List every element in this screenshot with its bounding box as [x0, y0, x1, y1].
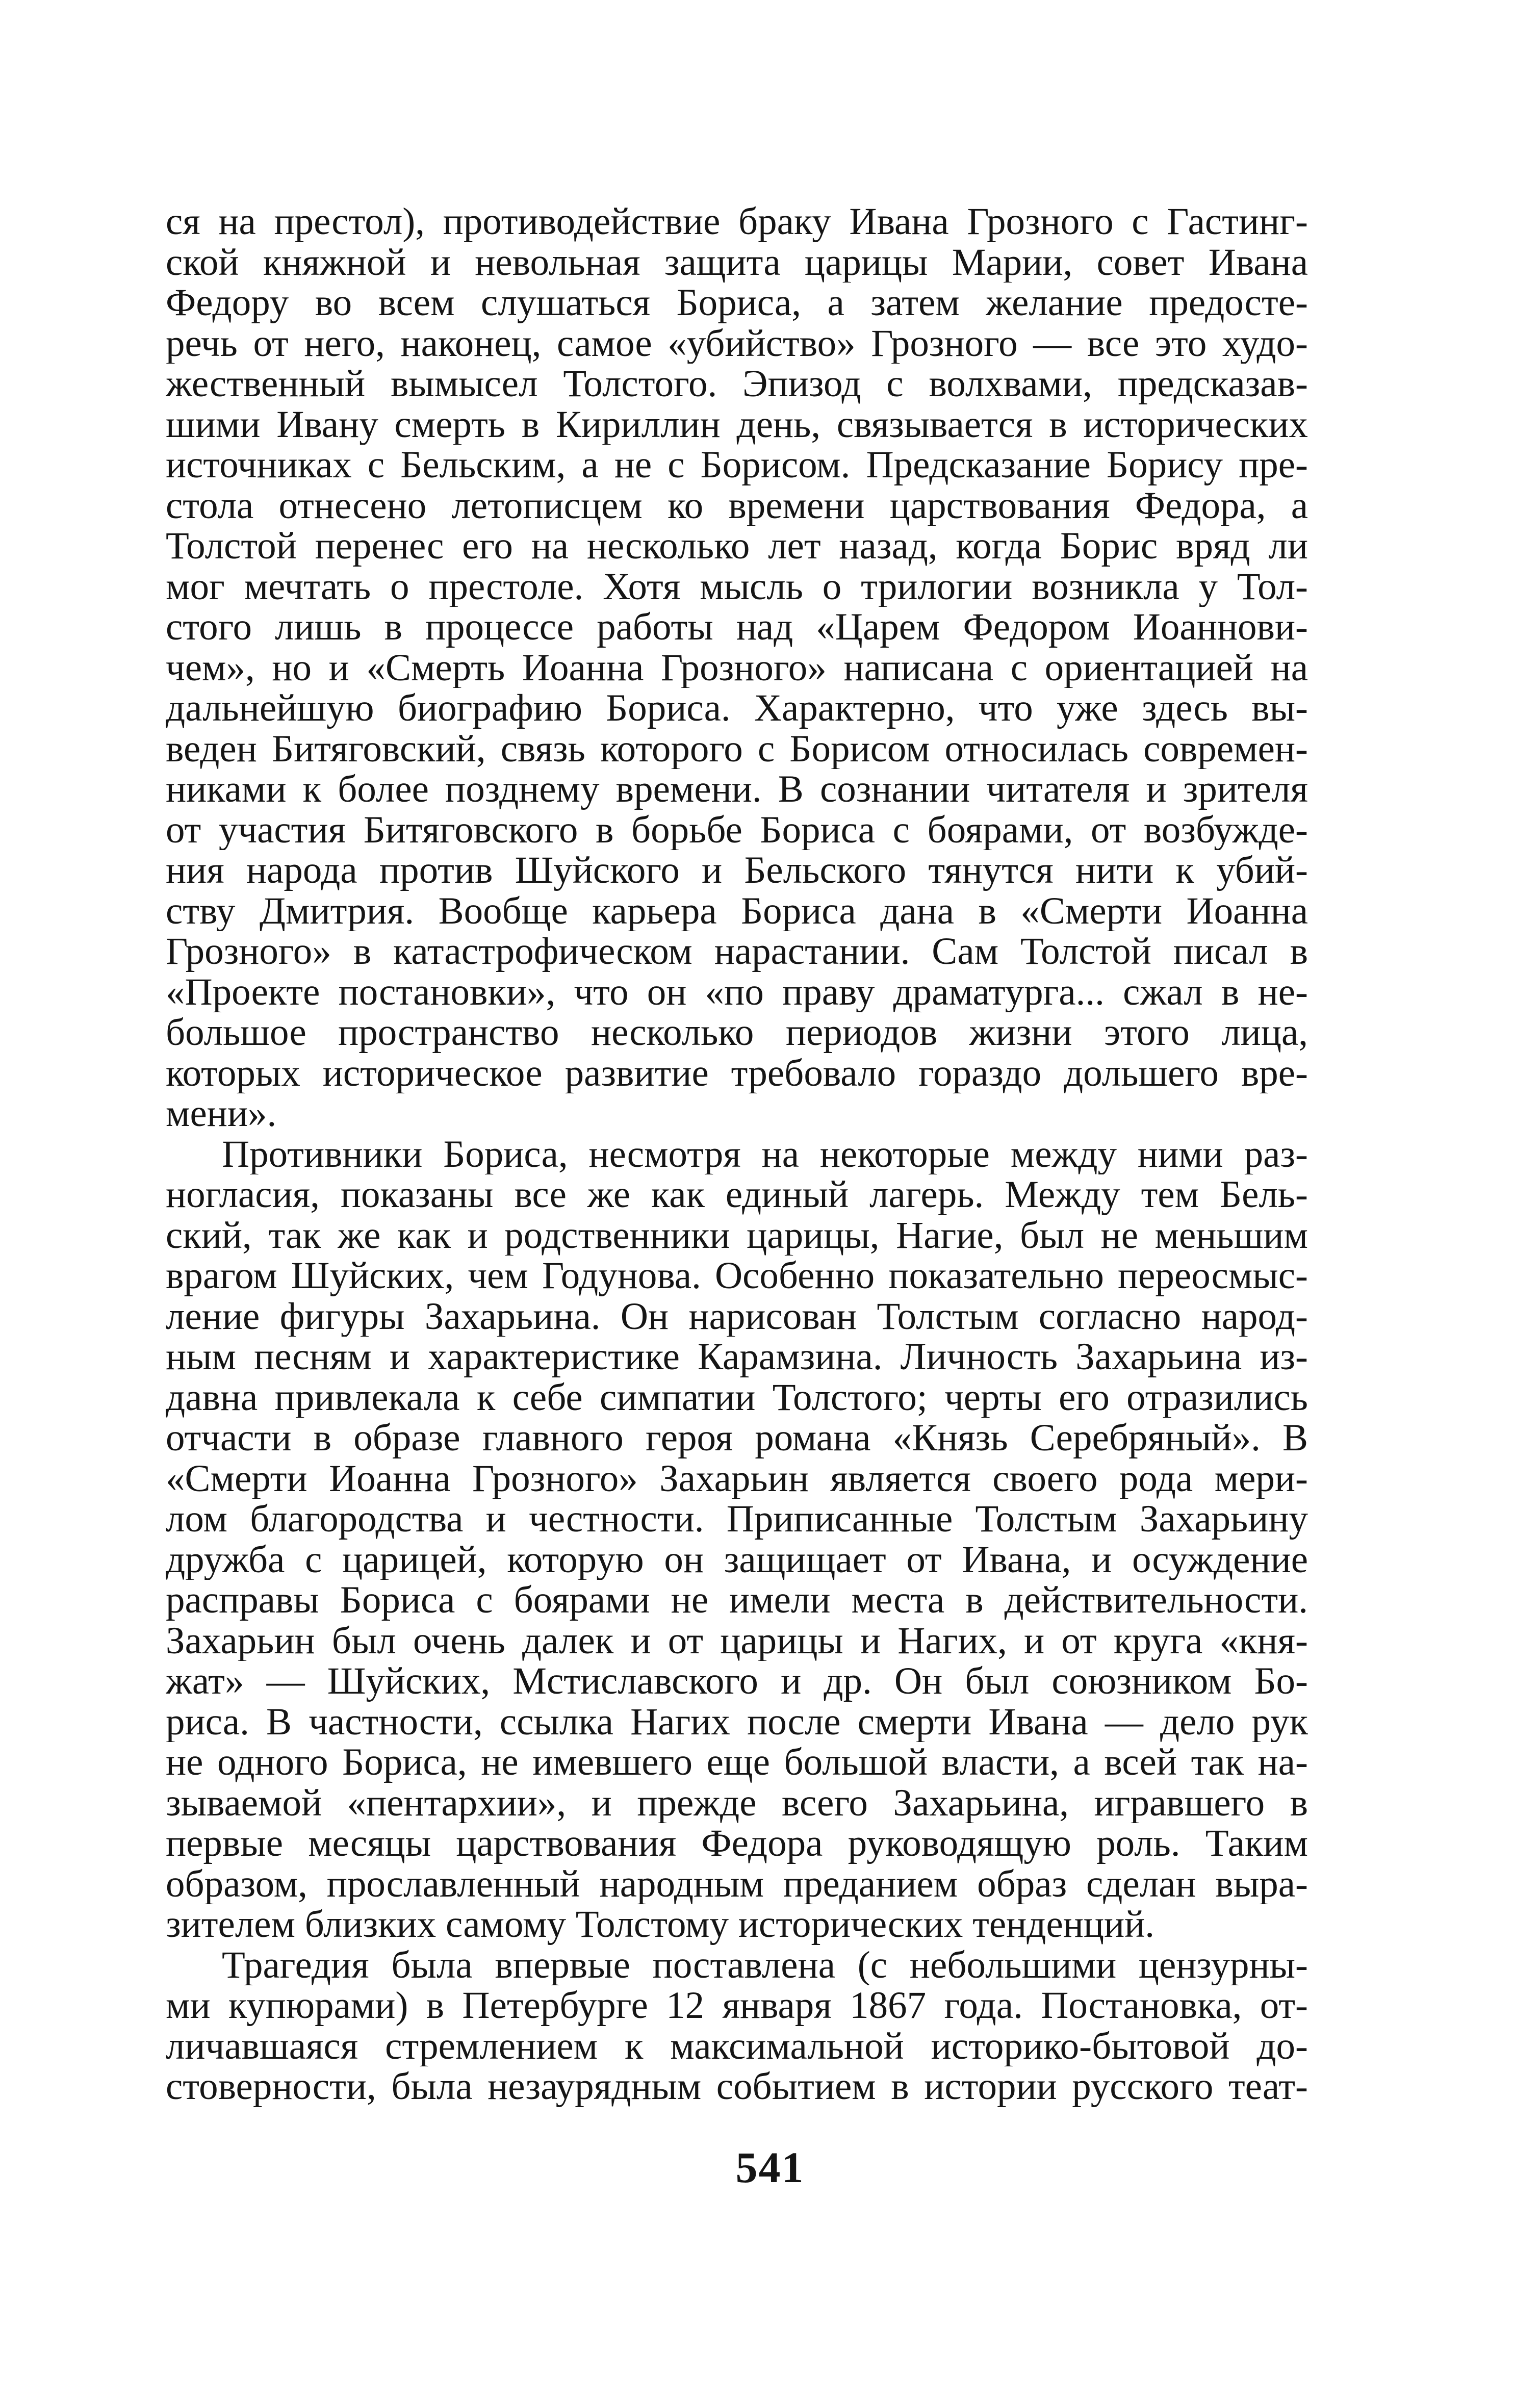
text-line: Федору во всем слушаться Бориса, а затем желание предосте-	[166, 283, 1308, 323]
text-line: зителем близких самому Толстому исторических тенденций.	[166, 1904, 1155, 1945]
text-line: Толстой перенес его на несколько лет назад, когда Борис вряд ли	[166, 526, 1308, 567]
text-line: мени».	[166, 1093, 277, 1134]
text-line: Трагедия была впервые поставлена (с небольшими цензурны-	[222, 1944, 1308, 1985]
text-line: личавшаяся стремлением к максимальной историко-бытовой до-	[166, 2026, 1308, 2066]
text-line: Захарьин был очень далек и от царицы и Нагих, и от круга «кня-	[166, 1620, 1308, 1661]
text-line: Противники Бориса, несмотря на некоторые между ними раз-	[222, 1134, 1308, 1174]
text-line: ся на престол), противодействие браку Ивана Грозного с Гастинг-	[166, 201, 1308, 242]
text-line: отчасти в образе главного героя романа «Князь Серебряный». В	[166, 1418, 1308, 1458]
text-line: давна привлекала к себе симпатии Толстого; черты его отразились	[166, 1377, 1308, 1418]
text-line: не одного Бориса, не имевшего еще большой власти, а всей так на-	[166, 1742, 1308, 1783]
text-line: ным песням и характеристике Карамзина. Личность Захарьина из-	[166, 1337, 1308, 1377]
text-line: ми купюрами) в Петербурге 12 января 1867 года. Постановка, от-	[166, 1985, 1308, 2026]
text-line: стоверности, была незаурядным событием в истории русского теат-	[166, 2066, 1308, 2107]
text-line: жественный вымысел Толстого. Эпизод с волхвами, предсказав-	[166, 364, 1308, 404]
text-line: веден Битяговский, связь которого с Борисом относилась современ-	[166, 728, 1308, 769]
text-line: первые месяцы царствования Федора руководящую роль. Таким	[166, 1823, 1308, 1864]
text-line: ской княжной и невольная защита царицы Марии, совет Ивана	[166, 242, 1308, 283]
text-line: никами к более позднему времени. В сознании читателя и зрителя	[166, 769, 1308, 810]
text-line: ногласия, показаны все же как единый лагерь. Между тем Бель-	[166, 1174, 1308, 1215]
text-line: ству Дмитрия. Вообще карьера Бориса дана в «Смерти Иоанна	[166, 890, 1308, 931]
text-line: зываемой «пентархии», и прежде всего Захарьина, игравшего в	[166, 1782, 1308, 1823]
text-line: чем», но и «Смерть Иоанна Грозного» написана с ориентацией на	[166, 647, 1308, 688]
text-line: лом благородства и честности. Приписанные Толстым Захарьину	[166, 1499, 1308, 1540]
text-line: источниках с Бельским, а не с Борисом. Предсказание Борису пре-	[166, 445, 1308, 485]
text-line: стола отнесено летописцем ко времени царствования Федора, а	[166, 485, 1308, 526]
text-line: образом, прославленный народным преданием образ сделан выра-	[166, 1863, 1308, 1904]
text-line: ния народа против Шуйского и Бельского тянутся нити к убий-	[166, 850, 1308, 891]
body-text	[166, 201, 1308, 2107]
text-line: мог мечтать о престоле. Хотя мысль о трилогии возникла у Тол-	[166, 566, 1308, 607]
text-line: ский, так же как и родственники царицы, Нагие, был не меньшим	[166, 1215, 1308, 1256]
text-line: речь от него, наконец, самое «убийство» Грозного — все это худо-	[166, 323, 1308, 364]
text-line: жат» — Шуйских, Мстиславского и др. Он был союзником Бо-	[166, 1661, 1308, 1702]
text-line: от участия Битяговского в борьбе Бориса с боярами, от возбужде-	[166, 809, 1308, 850]
text-line: дальнейшую биографию Бориса. Характерно, что уже здесь вы-	[166, 688, 1308, 729]
text-line: шими Ивану смерть в Кириллин день, связывается в исторических	[166, 404, 1308, 445]
page-number: 541	[735, 2143, 805, 2192]
text-line: риса. В частности, ссылка Нагих после смерти Ивана — дело рук	[166, 1701, 1308, 1742]
text-line: «Смерти Иоанна Грозного» Захарьин является своего рода мери-	[166, 1458, 1308, 1499]
text-line: Грозного» в катастрофическом нарастании. Сам Толстой писал в	[166, 931, 1308, 972]
text-line: «Проекте постановки», что он «по праву драматурга... сжал в не-	[166, 971, 1308, 1012]
text-line: расправы Бориса с боярами не имели места в действительности.	[166, 1580, 1308, 1621]
text-line: дружба с царицей, которую он защищает от Ивана, и осуждение	[166, 1539, 1308, 1580]
text-line: ление фигуры Захарьина. Он нарисован Толстым согласно народ-	[166, 1296, 1308, 1337]
text-line: большое пространство несколько периодов жизни этого лица,	[166, 1012, 1308, 1053]
text-line: врагом Шуйских, чем Годунова. Особенно показательно переосмыс-	[166, 1256, 1308, 1296]
text-line: которых историческое развитие требовало гораздо дольшего вре-	[166, 1053, 1308, 1093]
text-line: стого лишь в процессе работы над «Царем Федором Иоаннови-	[166, 607, 1308, 648]
